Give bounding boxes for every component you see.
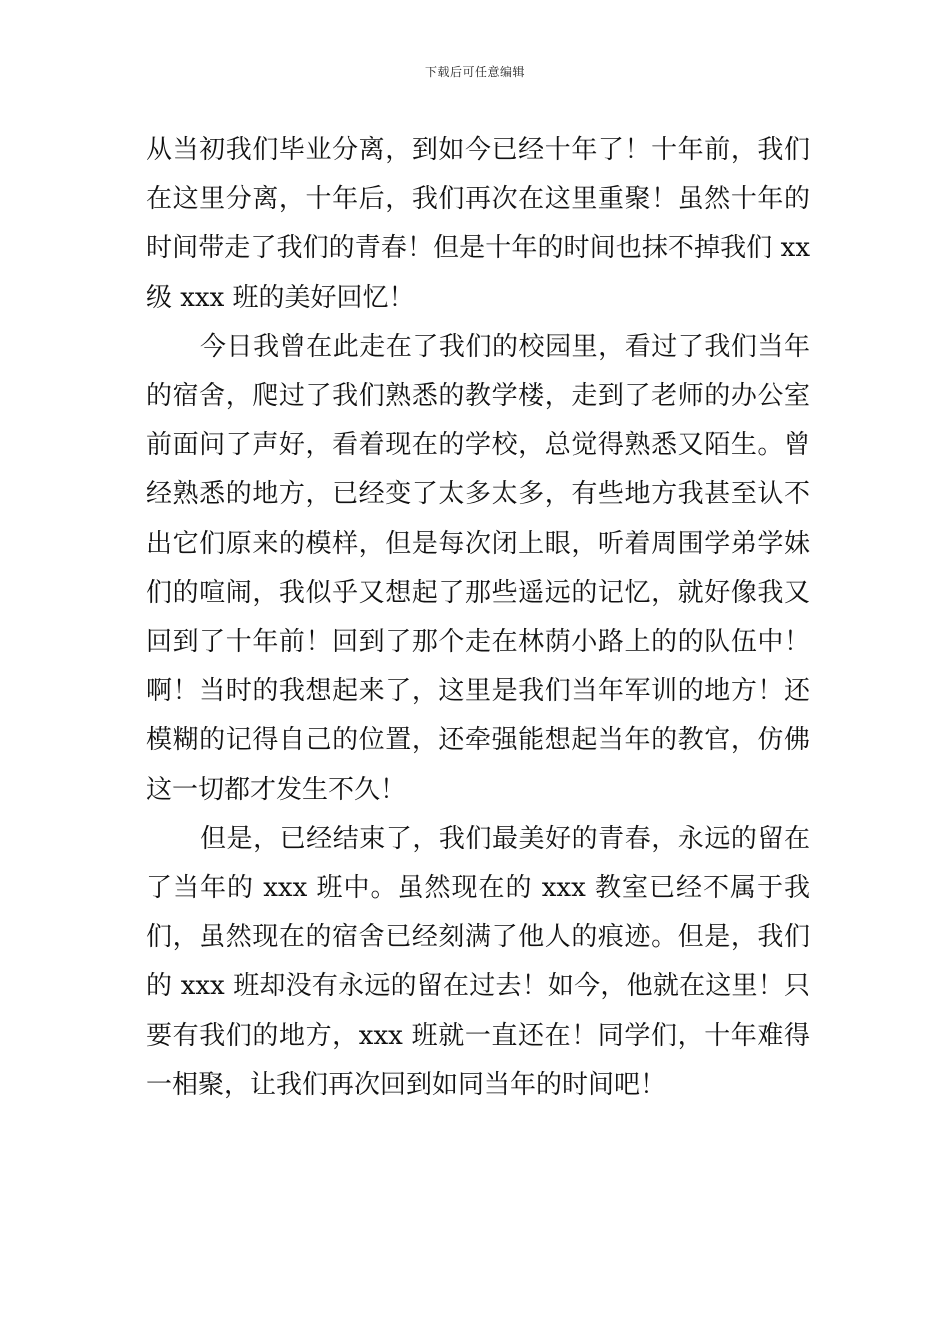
paragraph-3: 但是，已经结束了，我们最美好的青春，永远的留在了当年的 xxx 班中。虽然现在的 xxx 教室已经不属于我们，虽然现在的宿舍已经刻满了他人的痕迹。但是，我们的 xxx 班却没有永远的留在过去！如今，他就在这里！只要有我们的地方，xxx 班就一直还在！同学们，十年难得一相聚，让我们再次回到如同当年的时间吧！ bbox=[146, 823, 810, 1100]
paragraph-2: 今日我曾在此走在了我们的校园里，看过了我们当年的宿舍，爬过了我们熟悉的教学楼，走到了老师的办公室前面问了声好，看着现在的学校，总觉得熟悉又陌生。曾经熟悉的地方，已经变了太多太多，有些地方我甚至认不出它们原来的模样，但是每次闭上眼，听着周围学弟学妹们的喧闹，我似乎又想起了那些遥远的记忆，就好像我又回到了十年前！回到了那个走在林荫小路上的的队伍中！啊！当时的我想起来了，这里是我们当年军训的地方！还模糊的记得自己的位置，还牵强能想起当年的教官，仿佛这一切都才发生不久！ bbox=[146, 331, 810, 805]
header-note: 下载后可任意编辑 bbox=[424, 65, 525, 79]
paragraph-1: 从当初我们毕业分离，到如今已经十年了！十年前，我们在这里分离，十年后，我们再次在这里重聚！虽然十年的时间带走了我们的青春！但是十年的时间也抹不掉我们 xx 级 xxx 班的美好回忆！ bbox=[146, 135, 810, 313]
document-body bbox=[146, 126, 810, 1110]
